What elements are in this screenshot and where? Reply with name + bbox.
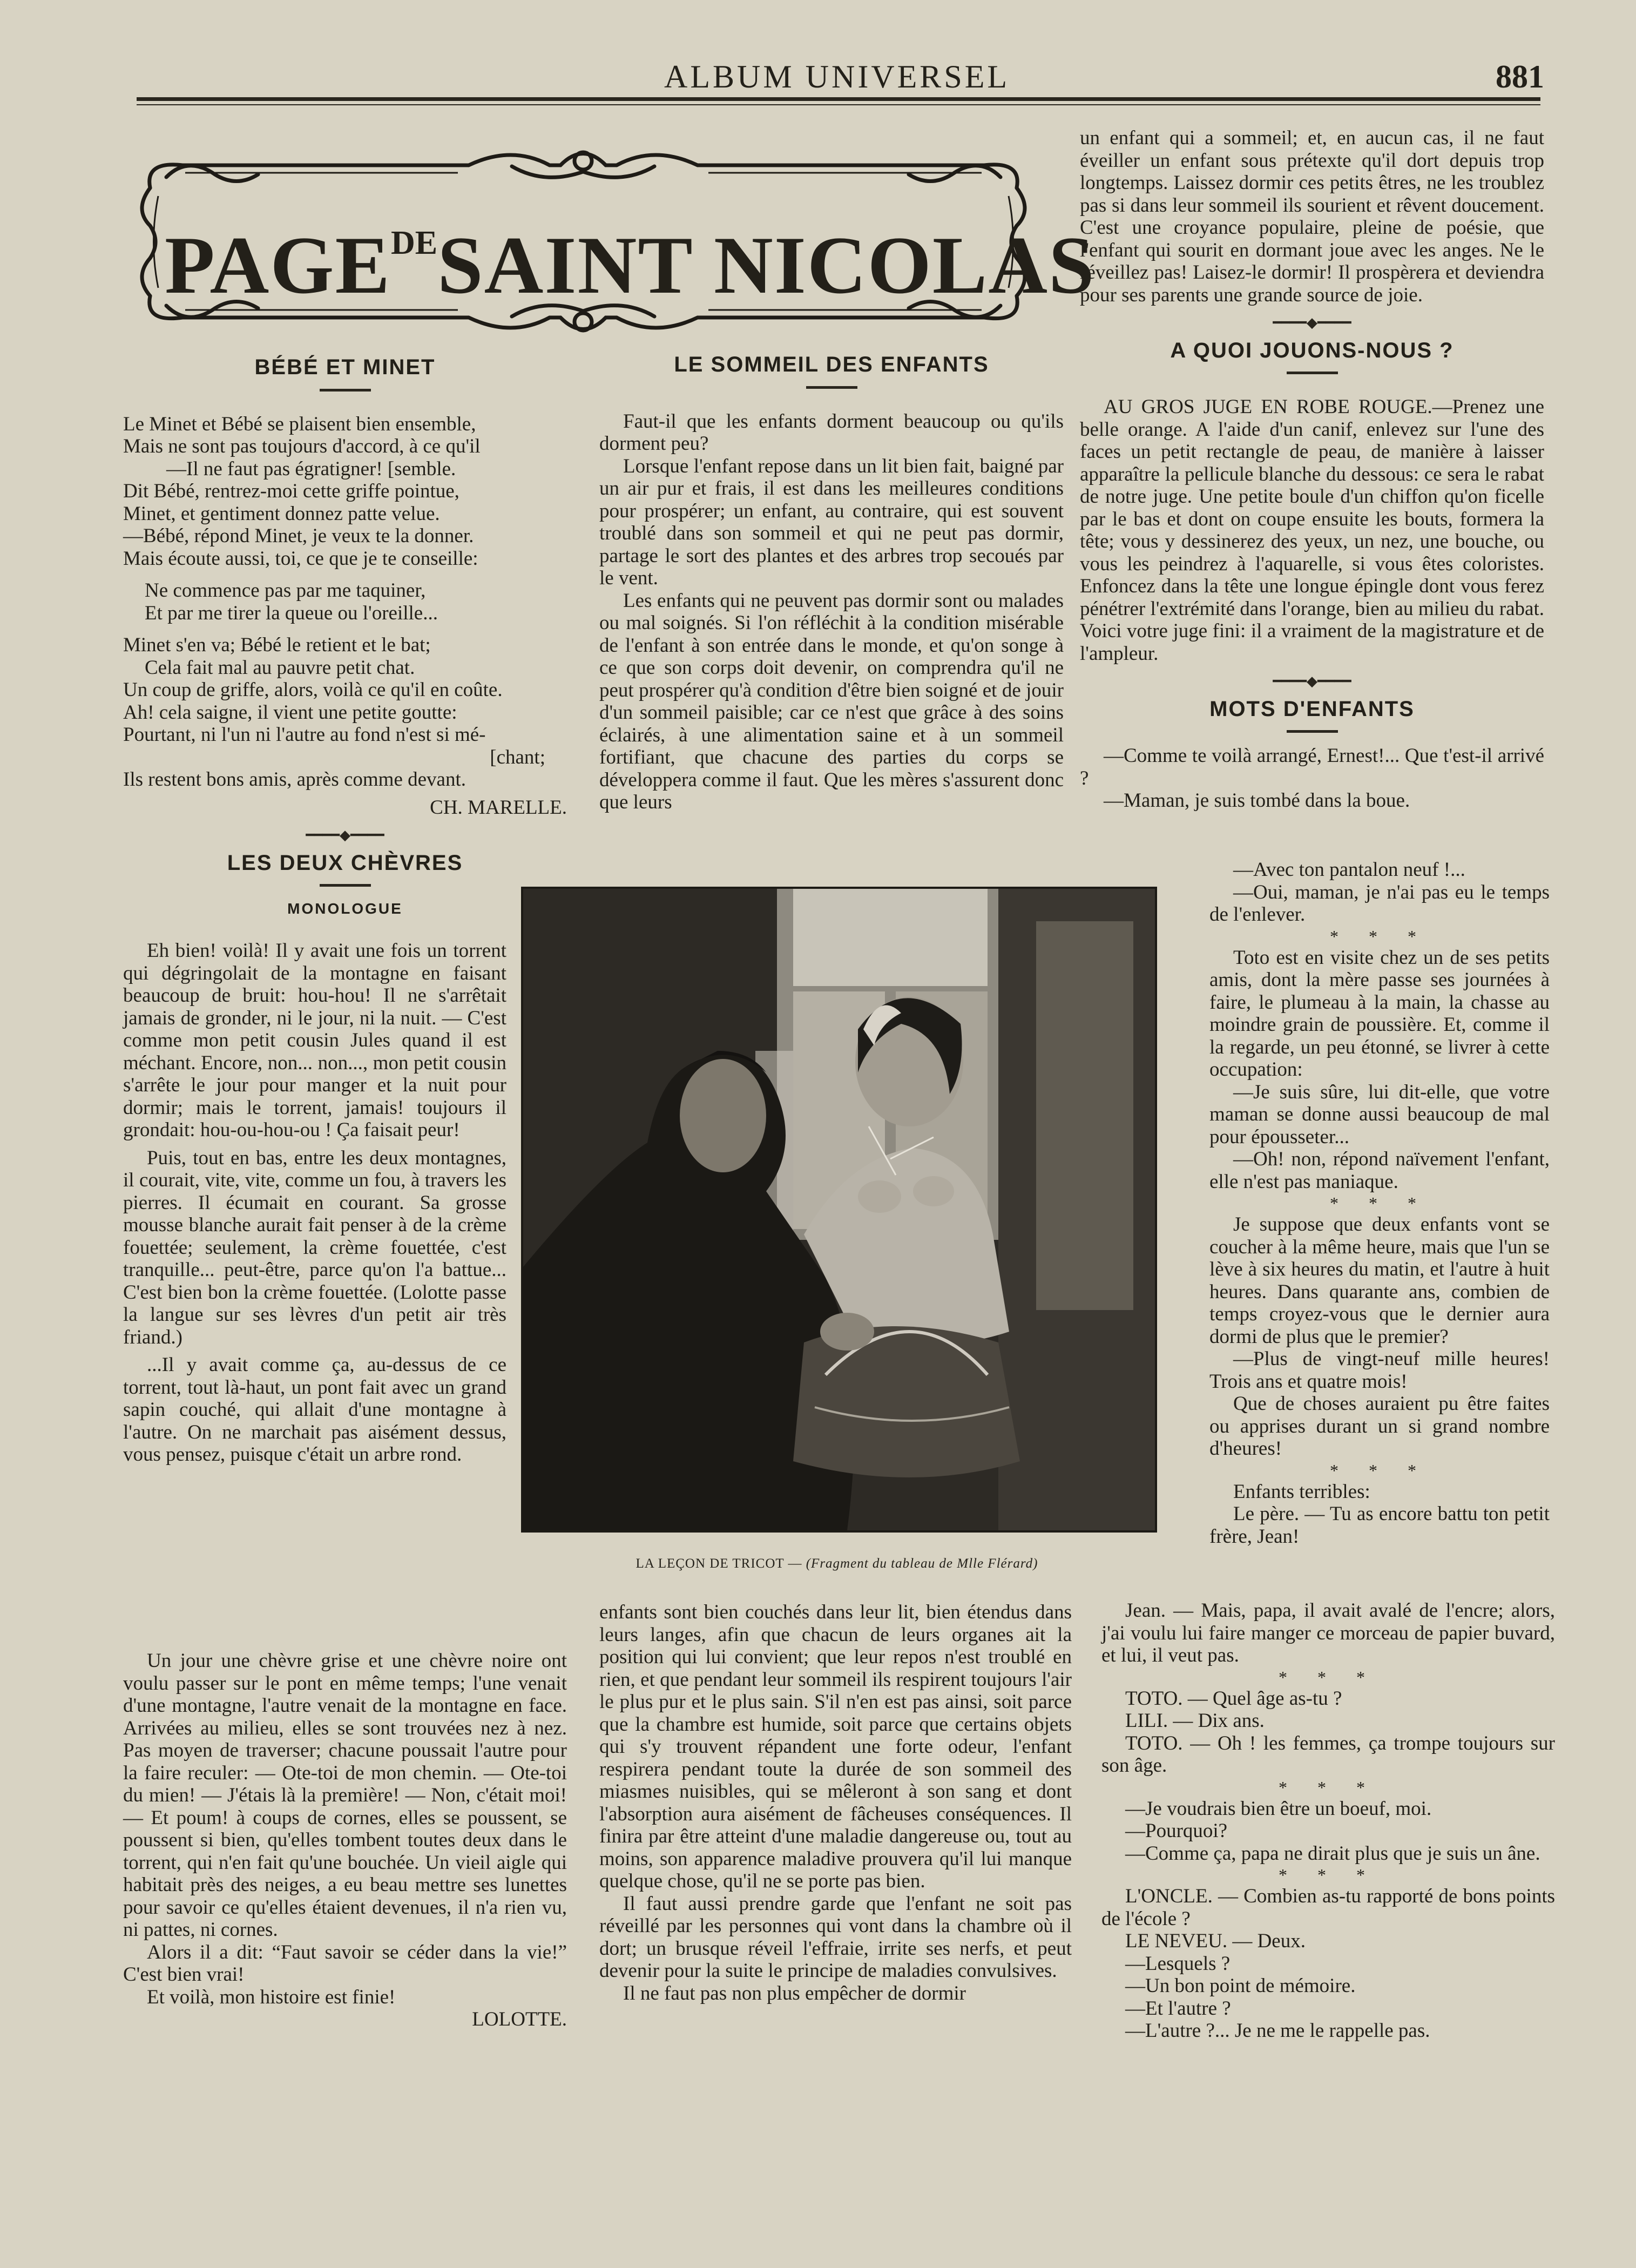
- column-sommeil-upper: [599, 354, 1064, 814]
- column-mots-middle: [1209, 859, 1550, 1548]
- paragraph: —Oh! non, répond naïvement l'enfant, elle n'est pas maniaque.: [1209, 1148, 1550, 1193]
- paragraph: L'ONCLE. — Combien as-tu rapporté de bons points de l'école ?: [1101, 1885, 1555, 1930]
- heading-rule: [320, 884, 371, 887]
- column-bebe-et-minet: [123, 356, 567, 931]
- journal-title: ALBUM UNIVERSEL: [664, 59, 1010, 94]
- paragraph: Faut-il que les enfants dorment beaucoup ou qu'ils dorment peu?: [599, 410, 1064, 455]
- paragraph: —Lesquels ?: [1125, 1952, 1231, 1975]
- separator-stars: * * *: [1330, 926, 1429, 946]
- paragraph: —Oui, maman, je n'ai pas eu le temps de l'enlever.: [1209, 881, 1550, 926]
- paragraph: Il ne faut pas non plus empêcher de dormir: [623, 1982, 966, 2004]
- poem-line: [chant;: [490, 746, 545, 768]
- paragraph: Toto est en visite chez un de ses petits amis, dont la mère passe ses journées à faire, le plumeau à la main, la chasse au moindre grain de poussière. Et, comme il la regarde, un peu étonné, se livrer à cette occupation:: [1209, 946, 1550, 1081]
- separator-stars: * * *: [1330, 1193, 1429, 1213]
- poem-line: Ah! cela saigne, il vient une petite goutte:: [123, 701, 457, 724]
- poem-line: Mais écoute aussi, toi, ce que je te conseille:: [123, 547, 478, 570]
- column-chevres-lower: [123, 1650, 567, 2031]
- separator-stars: * * *: [1279, 1777, 1378, 1797]
- paragraph: enfants sont bien couchés dans leur lit, bien étendus dans leurs langes, afin que chacun de leurs organes ait la position qui lui convient; que leur repos n'est troublé en rien, et que pendant leur sommeil ils respirent toujours l'air le plus pur et le plus sain. S'il n'en est pas ainsi, soit parce que la chambre est humide, soit parce que certains objets qui s'y trouvent répandent une forte odeur, l'enfant respirera pendant toute la durée de son sommeil des miasmes nuisibles, qui se mêleront à son sang et dont l'absorption aura aisément de fâcheuses conséquences. Il finira par être atteint d'une maladie dangereuse ou, tout au moins, son apparence maladive prouvera qu'il lui manque quelque chose, qu'il ne se porte pas bien.: [599, 1601, 1072, 1892]
- paragraph: TOTO. — Quel âge as-tu ?: [1125, 1687, 1342, 1710]
- paragraph: Je suppose que deux enfants vont se coucher à la même heure, mais que l'un se lève à six heures du matin, et l'autre à huit heures. Dans quarante ans, combien de temps croyez-vous que le dernier aura dormi de plus que le premier?: [1209, 1213, 1550, 1348]
- poem-line: Pourtant, ni l'un ni l'autre au fond n'est si mé-: [123, 724, 486, 746]
- paragraph: —Un bon point de mémoire.: [1125, 1975, 1356, 1997]
- heading-mots-denfants: MOTS D'ENFANTS: [1209, 697, 1415, 721]
- paragraph: —Comme ça, papa ne dirait plus que je suis un âne.: [1125, 1842, 1540, 1865]
- separator-stars: * * *: [1279, 1667, 1378, 1687]
- poem-line: Dit Bébé, rentrez-moi cette griffe pointue,: [123, 480, 459, 502]
- illustration-caption: [521, 1556, 1153, 1571]
- paragraph: —Maman, je suis tombé dans la boue.: [1104, 789, 1410, 812]
- paragraph: Que de choses auraient pu être faites ou apprises durant un si grand nombre d'heures!: [1209, 1393, 1550, 1460]
- banner-word-de: DE: [390, 225, 438, 261]
- separator-stars: * * *: [1279, 1865, 1378, 1885]
- heading-a-quoi-jouons-nous: A QUOI JOUONS-NOUS ?: [1170, 338, 1454, 362]
- poem-line: Mais ne sont pas toujours d'accord, à ce qu'il: [123, 435, 481, 457]
- paragraph: —Et l'autre ?: [1125, 1997, 1231, 2020]
- poem-line: Minet, et gentiment donnez patte velue.: [123, 502, 440, 525]
- paragraph: —Plus de vingt-neuf mille heures! Trois ans et quatre mois!: [1209, 1348, 1550, 1393]
- poem-line: Le Minet et Bébé se plaisent bien ensemble,: [123, 413, 476, 435]
- poem-line: Minet s'en va; Bébé le retient et le bat;: [123, 634, 431, 656]
- heading-rule: [1287, 730, 1338, 733]
- paragraph: un enfant qui a sommeil; et, en aucun cas, il ne faut éveiller un enfant sous prétexte qu'il dort depuis trop longtemps. Laissez dormir ces petits êtres, ne les troublez pas si dans leur sommeil ils sourient et rêvent doucement. C'est une croyance populaire, pleine de poésie, que l'enfant qui sourit en dormant joue avec les anges. Ne le réveillez pas! Laisez-le dormir! Il prospèrera et deviendra pour ses parents une grande source de joie.: [1080, 127, 1544, 306]
- header-rule-thin: [137, 104, 1540, 105]
- section-ornament: ━━━━◆━━━━: [1273, 315, 1351, 330]
- paragraph: Jean. — Mais, papa, il avait avalé de l'encre; alors, j'ai voulu lui faire manger ce morceau de papier buvard, et lui, il veut pas.: [1101, 1599, 1555, 1666]
- heading-rule: [806, 386, 857, 389]
- paragraph: Il faut aussi prendre garde que l'enfant ne soit pas réveillé par les personnes qui vont dans la chambre où il dort; un brusque réveil l'effraie, irrite ses nerfs, et peut devenir pour la suite le principe de maladies convulsives.: [599, 1892, 1072, 1982]
- author-signature: LOLOTTE.: [472, 2008, 567, 2030]
- poem-line: Cela fait mal au pauvre petit chat.: [145, 656, 415, 679]
- column-sommeil-lower: [599, 1601, 1072, 2004]
- section-ornament: ━━━━◆━━━━: [1273, 673, 1351, 689]
- paragraph: Eh bien! voilà! Il y avait une fois un torrent qui dégringolait de la montagne en faisant beaucoup de bruit: hou-hou! Il ne s'arrêtait jamais de gronder, ni le jour, ni la nuit. — C'est comme mon petit cousin Jules quand il est méchant. Encore, non... non..., mon petit cousin s'arrête le jour pour manger et la nuit pour dormir; mais le torrent, jamais! toujours il grondait: hou-ou-hou-ou ! Ça faisait peur!: [123, 940, 506, 1141]
- paragraph: Le père. — Tu as encore battu ton petit frère, Jean!: [1209, 1503, 1550, 1548]
- subheading-monologue: MONOLOGUE: [287, 900, 403, 917]
- heading-le-sommeil-des-enfants: LE SOMMEIL DES ENFANTS: [674, 353, 989, 376]
- paragraph: —Je suis sûre, lui dit-elle, que votre maman se donne aussi beaucoup de mal pour épousseter...: [1209, 1081, 1550, 1148]
- illustration-knitting-lesson: [521, 887, 1157, 1533]
- paragraph: —Comme te voilà arrangé, Ernest!... Que t'est-il arrivé ?: [1080, 745, 1544, 789]
- paragraph: —Je voudrais bien être un boeuf, moi.: [1125, 1797, 1432, 1820]
- paragraph: —L'autre ?... Je ne me le rappelle pas.: [1125, 2020, 1430, 2042]
- column-mots-lower: [1101, 1599, 1555, 2042]
- paragraph: Puis, tout en bas, entre les deux montagnes, il courait, vite, vite, comme un fou, à travers les pierres. Il écumait en courant. Sa grosse mousse blanche aurait fait penser à de la crème fouettée; seulement, la crème fouettée, c'est tranquille... peut-être, parce qu'on l'a battue... C'est bien bon la crème fouettée. (Lolotte passe la langue sur ses lèvres d'un petit air très friand.): [123, 1146, 506, 1348]
- heading-bebe-et-minet: BÉBÉ ET MINET: [254, 355, 436, 379]
- heading-rule: [320, 389, 371, 392]
- poem-line: Un coup de griffe, alors, voilà ce qu'il en coûte.: [123, 679, 503, 701]
- paragraph: ...Il y avait comme ça, au-dessus de ce torrent, tout là-haut, un pont fait avec un grand sapin couché, qui allait d'une montagne à l'autre. On ne marchait pas aisément dessus, vous pensez, puisque c'était un arbre rond.: [123, 1354, 506, 1466]
- paragraph: AU GROS JUGE EN ROBE ROUGE.—Prenez une belle orange. A l'aide d'un canif, enlevez sur l'une des faces un petit rectangle de peau, de manière à laisser apparaître la pellicule blanche du dessous: ce sera le rabat de notre juge. Une petite boule d'un chiffon qu'on ficelle par le bas et dont on coupe ensuite les bouts, formera la tête; vous y dessinerez des yeux, un nez, une bouche, ou vous les peindrez à l'aquarelle, si vous êtes coloristes. Enfoncez dans la tête une longue épingle dont vous ferez pénétrer l'extrémité dans l'orange, bien au milieu du rabat. Voici votre juge fini: il a vraiment de la magistrature et de l'ampleur.: [1080, 396, 1544, 665]
- paragraph: Alors il a dit: “Faut savoir se céder dans la vie!” C'est bien vrai!: [123, 1941, 567, 1986]
- poem-line: Ne commence pas par me taquiner,: [145, 579, 426, 602]
- banner-word-page: PAGE: [165, 220, 391, 310]
- paragraph: —Pourquoi?: [1125, 1820, 1228, 1842]
- page-number: 881: [1496, 59, 1544, 94]
- separator-stars: * * *: [1330, 1460, 1429, 1480]
- paragraph: Et voilà, mon histoire est finie!: [147, 1986, 396, 2008]
- column-chevres-upper: [123, 940, 506, 1466]
- banner-title: [165, 200, 1096, 310]
- poem-line: —Il ne faut pas égratigner! [semble.: [166, 457, 456, 480]
- paragraph: Les enfants qui ne peuvent pas dormir sont ou malades ou mal soignés. Si l'on réfléchit à la condition misérable de l'enfant à son entrée dans le monde, et qu'on songe à ce que son corps doit devenir, on comprendra qu'il ne peut prospérer qu'à condition d'être bien soigné et de jouir d'un sommeil paisible; car ce n'est que grâce à des soins éclairés, à une alimentation saine et à un sommeil fortifiant, que chacune des parties du corps se développera comme il faut. Que les mères s'assurent donc que leurs: [599, 589, 1064, 813]
- caption-detail: (Fragment du tableau de Mlle Flérard): [806, 1556, 1038, 1571]
- column-right-upper: [1080, 127, 1544, 812]
- header-rule: [137, 97, 1540, 101]
- heading-rule: [1287, 372, 1338, 374]
- paragraph: TOTO. — Oh ! les femmes, ça trompe toujours sur son âge.: [1101, 1732, 1555, 1777]
- author-signature: CH. MARELLE.: [430, 796, 567, 819]
- paragraph: Un jour une chèvre grise et une chèvre noire ont voulu passer sur le pont en même temps; l'une venait d'une montagne, l'autre venait de la montagne en face. Arrivées au milieu, elles se sont trouvées nez à nez. Pas moyen de traverser; chacune poussait l'autre pour la faire reculer: — Ote-toi de mon chemin. — Ote-toi du mien! — J'étais là la première! — Non, c'était moi! — Et poum! à coups de cornes, elles se poussent, se poussent si bien, qu'elles tombent toutes deux dans le torrent, qui n'en fait qu'une bouchée. Un vieil aigle qui habitait près des neiges, a eu beau mettre ses lunettes pour savoir ce qu'elles étaient devenues, il n'a rien vu, ni pattes, ni cornes.: [123, 1650, 567, 1941]
- banner-word-saint-nicolas: SAINT NICOLAS: [437, 220, 1096, 310]
- caption-title: LA LEÇON DE TRICOT —: [636, 1556, 802, 1571]
- poem-line: Ils restent bons amis, après comme devant.: [123, 768, 466, 791]
- paragraph: LILI. — Dix ans.: [1125, 1710, 1265, 1732]
- paragraph: —Avec ton pantalon neuf !...: [1233, 859, 1465, 881]
- poem-line: Et par me tirer la queue ou l'oreille...: [145, 602, 438, 624]
- section-ornament: ━━━━◆━━━━: [306, 827, 384, 843]
- paragraph: Lorsque l'enfant repose dans un lit bien fait, baigné par un air pur et frais, il est dans les meilleures conditions pour prospérer; un enfant, au contraire, qui est souvent troublé dans son sommeil et qui ne peut pas dormir, partage le sort des plantes et des arbres trop secoués par le vent.: [599, 455, 1064, 589]
- paragraph: Enfants terribles:: [1233, 1480, 1370, 1503]
- paragraph: LE NEVEU. — Deux.: [1125, 1930, 1306, 1952]
- heading-les-deux-chevres: LES DEUX CHÈVRES: [227, 850, 463, 875]
- poem-line: —Bébé, répond Minet, je veux te la donner.: [123, 525, 474, 547]
